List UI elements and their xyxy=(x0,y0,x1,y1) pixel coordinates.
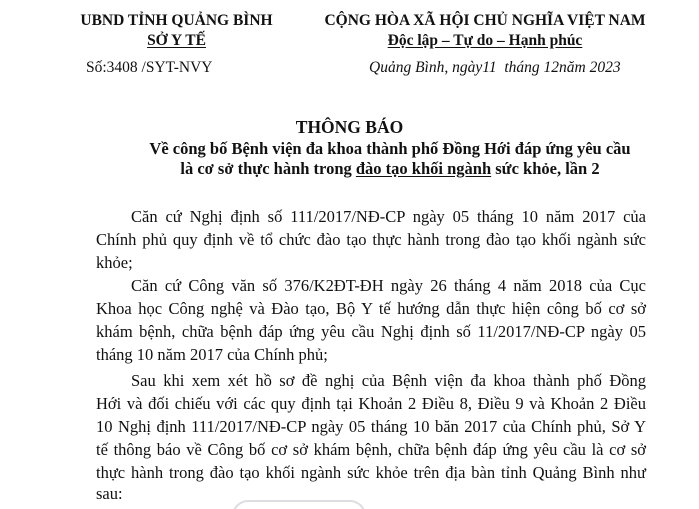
paragraph-1-line: khỏe; xyxy=(96,253,133,272)
paragraph-3-line: Sau khi xem xét hồ sơ đề nghị của Bệnh viện đa khoa thành phố Đồng xyxy=(131,371,646,390)
subject-underlined-phrase: đào tạo khối ngành xyxy=(355,159,492,178)
date-year: năm 2023 xyxy=(559,59,621,76)
paragraph-1-line: Chính phủ quy định về tổ chức đào tạo thực hành trong đào tạo khối ngành sức xyxy=(96,230,646,249)
document-date xyxy=(369,58,621,78)
subject-line-1: Về công bố Bệnh viện đa khoa thành phố Đồng Hới đáp ứng yêu cầu xyxy=(149,139,631,158)
document-heading: THÔNG BÁO xyxy=(295,117,404,137)
paragraph-3-line: sau: xyxy=(96,484,123,503)
national-title: CỘNG HÒA XÃ HỘI CHỦ NGHĨA VIỆT NAM xyxy=(324,12,646,29)
paragraph-2-line: khám bệnh, chữa bệnh đáp ứng yêu cầu Nghị định số 11/2017/NĐ-CP ngày 05 xyxy=(96,322,646,341)
paragraph-3-line: thực hành trong đào tạo khối ngành sức khỏe trên địa bàn tỉnh Quảng Bình như xyxy=(96,463,646,482)
paragraph-2-line: tháng 10 năm 2017 của Chính phủ; xyxy=(96,345,328,364)
paragraph-2-line: Khoa học Công nghệ và Đào tạo, Bộ Y tế hướng dẫn thực hiện công bố cơ sở xyxy=(96,299,646,318)
paragraph-2-line: Căn cứ Công văn số 376/K2ĐT-ĐH ngày 26 tháng 4 năm 2018 của Cục xyxy=(131,276,646,295)
date-place: Quảng Bình, ngày xyxy=(369,59,483,76)
paragraph-3-line: Hới và đối chiếu với các quy định tại Khoản 2 Điều 8, Điều 9 và Khoản 2 Điều xyxy=(96,394,646,413)
issuer-department: SỞ Y TẾ xyxy=(147,32,206,49)
national-motto-block xyxy=(300,11,670,51)
paragraph-1-line: Căn cứ Nghị định số 111/2017/NĐ-CP ngày 05 tháng 10 năm 2017 của xyxy=(131,207,646,226)
paragraph-3-line: tế thông báo về Công bố cơ sở khám bệnh, chữa bệnh đáp ứng yêu cầu là cơ sở xyxy=(96,440,646,459)
paragraph-3-line: 10 Nghị định 111/2017/NĐ-CP ngày 05 tháng 10 băn 2017 của Chính phủ, Sở Y xyxy=(96,417,646,436)
issuer-province: UBND TỈNH QUẢNG BÌNH xyxy=(80,12,273,29)
date-day: 11 xyxy=(482,59,497,76)
national-motto: Độc lập – Tự do – Hạnh phúc xyxy=(387,32,583,49)
date-month-label: tháng xyxy=(504,59,540,76)
subject-line-2: là cơ sở thực hành trong đào tạo khối ngành sức khỏe, lần 2 xyxy=(180,159,600,178)
document-number: Số:3408 /SYT-NVY xyxy=(86,59,213,76)
stamp-edge-decoration xyxy=(232,500,366,509)
date-month: 12 xyxy=(543,59,560,76)
issuer-block xyxy=(64,11,289,51)
